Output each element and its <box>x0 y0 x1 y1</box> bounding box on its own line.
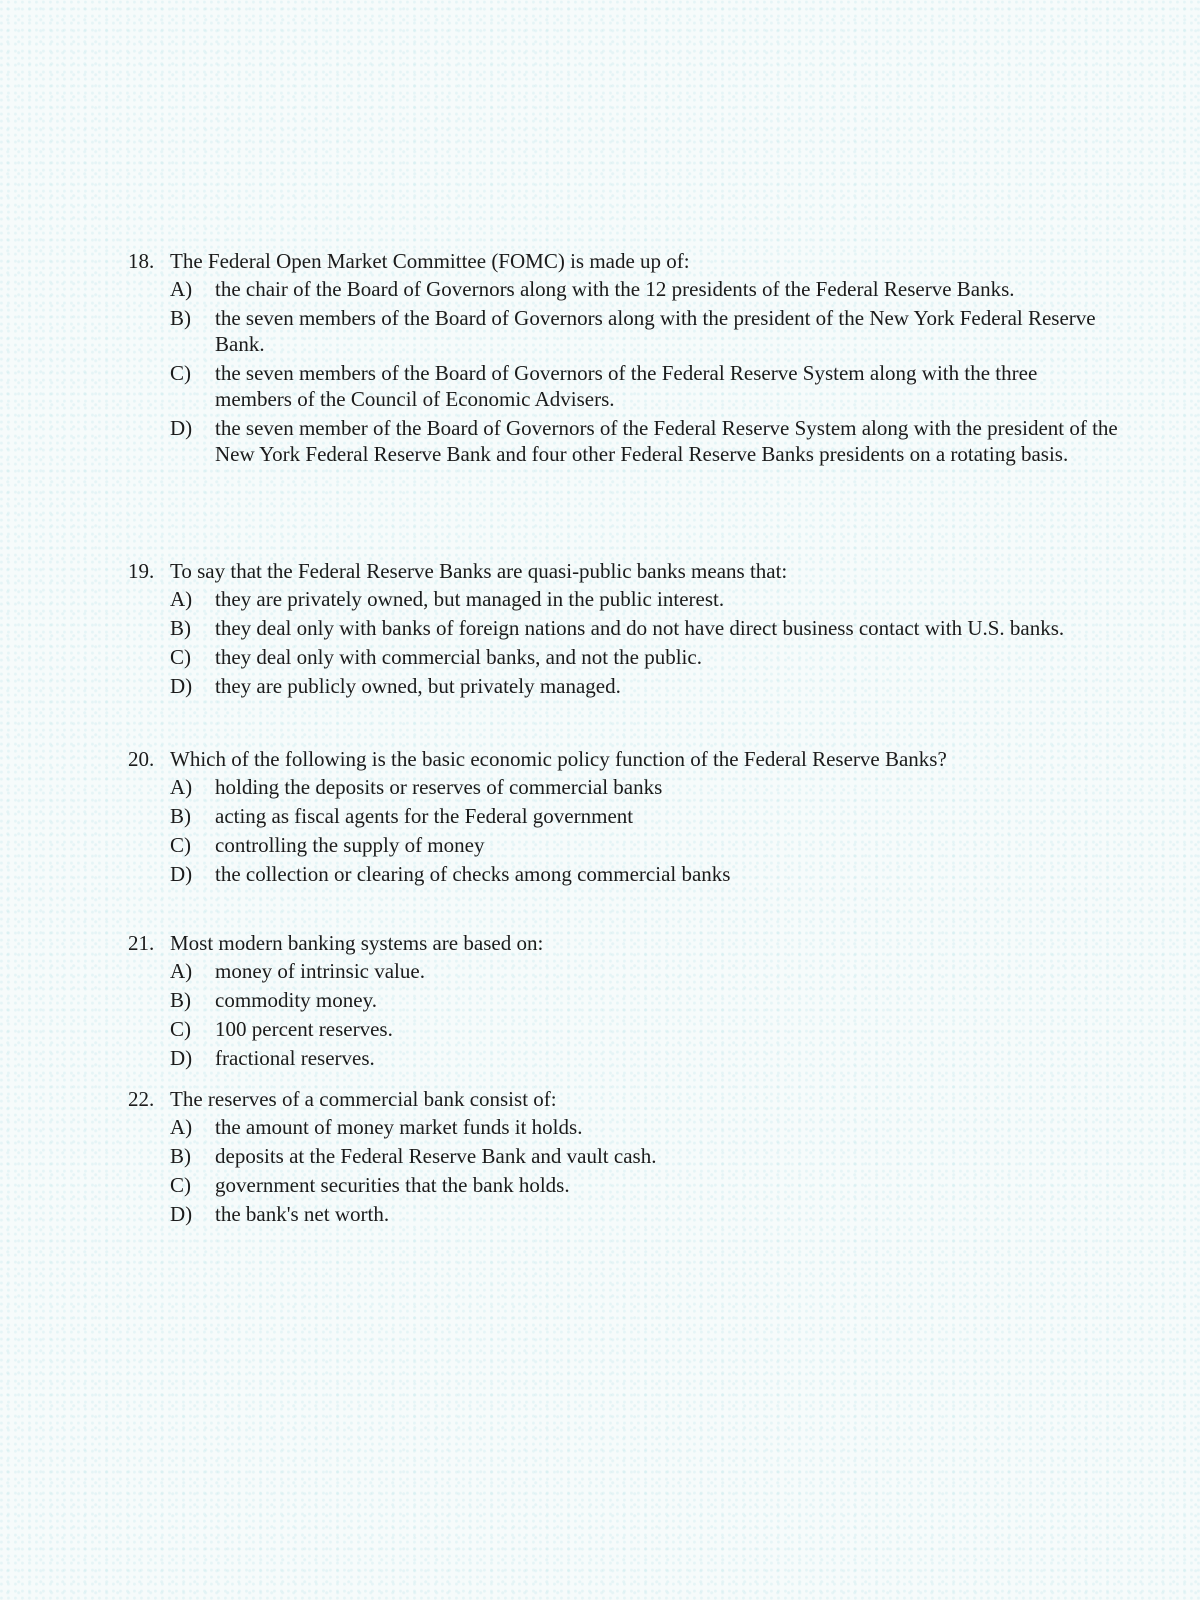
option-text: commodity money. <box>215 988 377 1012</box>
option-text: controlling the supply of money <box>215 833 485 857</box>
question-20 <box>128 746 1118 890</box>
option-letter: C) <box>170 833 191 857</box>
option-a <box>170 586 1118 612</box>
option-letter: C) <box>170 361 191 385</box>
option-letter: D) <box>170 1202 193 1226</box>
question-21 <box>128 930 1118 1074</box>
option-letter: B) <box>170 306 191 330</box>
option-letter: C) <box>170 1017 191 1041</box>
question-text: The reserves of a commercial bank consist of: <box>170 1087 557 1111</box>
answer-options <box>170 774 1118 887</box>
answer-options <box>170 276 1118 467</box>
option-letter: B) <box>170 1144 191 1168</box>
question-number: 21. <box>128 931 155 955</box>
question-number: 18. <box>128 249 155 273</box>
option-letter: B) <box>170 616 191 640</box>
option-text: they deal only with commercial banks, and not the public. <box>215 645 702 669</box>
option-text: they are privately owned, but managed in the public interest. <box>215 587 725 611</box>
option-d <box>170 415 1118 467</box>
option-b <box>170 305 1118 357</box>
option-letter: D) <box>170 862 193 886</box>
option-letter: A) <box>170 587 193 611</box>
answer-options <box>170 1114 1118 1227</box>
option-text: the seven members of the Board of Governors of the Federal Reserve System along with the three members of the Council of Economic Advisers. <box>215 361 1038 411</box>
option-b <box>170 615 1118 641</box>
option-c <box>170 832 1118 858</box>
question-18 <box>128 248 1118 470</box>
question-text: To say that the Federal Reserve Banks are quasi-public banks means that: <box>170 559 788 583</box>
question-number: 22. <box>128 1087 155 1111</box>
option-d <box>170 1201 1118 1227</box>
option-letter: C) <box>170 1173 191 1197</box>
option-text: the chair of the Board of Governors along with the 12 presidents of the Federal Reserve Banks. <box>215 277 1015 301</box>
question-19 <box>128 558 1118 702</box>
option-b <box>170 1143 1118 1169</box>
option-letter: D) <box>170 1046 193 1070</box>
option-d <box>170 861 1118 887</box>
option-letter: D) <box>170 674 193 698</box>
option-d <box>170 1045 1118 1071</box>
option-c <box>170 644 1118 670</box>
option-c <box>170 1016 1118 1042</box>
question-22 <box>128 1086 1118 1230</box>
option-text: they are publicly owned, but privately managed. <box>215 674 621 698</box>
option-text: the seven members of the Board of Governors along with the president of the New York Federal Reserve Bank. <box>215 306 1096 356</box>
option-b <box>170 803 1118 829</box>
option-text: they deal only with banks of foreign nations and do not have direct business contact with U.S. banks. <box>215 616 1065 640</box>
option-letter: A) <box>170 959 193 983</box>
option-letter: A) <box>170 277 193 301</box>
option-text: the bank's net worth. <box>215 1202 390 1226</box>
option-letter: C) <box>170 645 191 669</box>
option-letter: B) <box>170 988 191 1012</box>
option-text: the seven member of the Board of Governors of the Federal Reserve System along with the president of the New York Federal Reserve Bank and four other Federal Reserve Banks presidents on a rotating basis. <box>215 416 1118 466</box>
option-a <box>170 774 1118 800</box>
option-text: 100 percent reserves. <box>215 1017 393 1041</box>
option-c <box>170 1172 1118 1198</box>
option-text: fractional reserves. <box>215 1046 375 1070</box>
option-letter: A) <box>170 1115 193 1139</box>
answer-options <box>170 958 1118 1071</box>
option-d <box>170 673 1118 699</box>
question-number: 19. <box>128 559 155 583</box>
option-a <box>170 276 1118 302</box>
option-c <box>170 360 1118 412</box>
option-letter: B) <box>170 804 191 828</box>
option-text: the collection or clearing of checks among commercial banks <box>215 862 731 886</box>
option-text: money of intrinsic value. <box>215 959 425 983</box>
option-b <box>170 987 1118 1013</box>
option-letter: D) <box>170 416 193 440</box>
question-text: The Federal Open Market Committee (FOMC) is made up of: <box>170 249 690 273</box>
question-text: Which of the following is the basic economic policy function of the Federal Reserve Banks? <box>170 747 947 771</box>
question-number: 20. <box>128 747 155 771</box>
option-a <box>170 958 1118 984</box>
answer-options <box>170 586 1118 699</box>
option-text: government securities that the bank holds. <box>215 1173 570 1197</box>
option-a <box>170 1114 1118 1140</box>
question-text: Most modern banking systems are based on: <box>170 931 544 955</box>
option-text: deposits at the Federal Reserve Bank and vault cash. <box>215 1144 657 1168</box>
option-text: holding the deposits or reserves of commercial banks <box>215 775 663 799</box>
option-letter: A) <box>170 775 193 799</box>
option-text: the amount of money market funds it holds. <box>215 1115 583 1139</box>
option-text: acting as fiscal agents for the Federal government <box>215 804 634 828</box>
